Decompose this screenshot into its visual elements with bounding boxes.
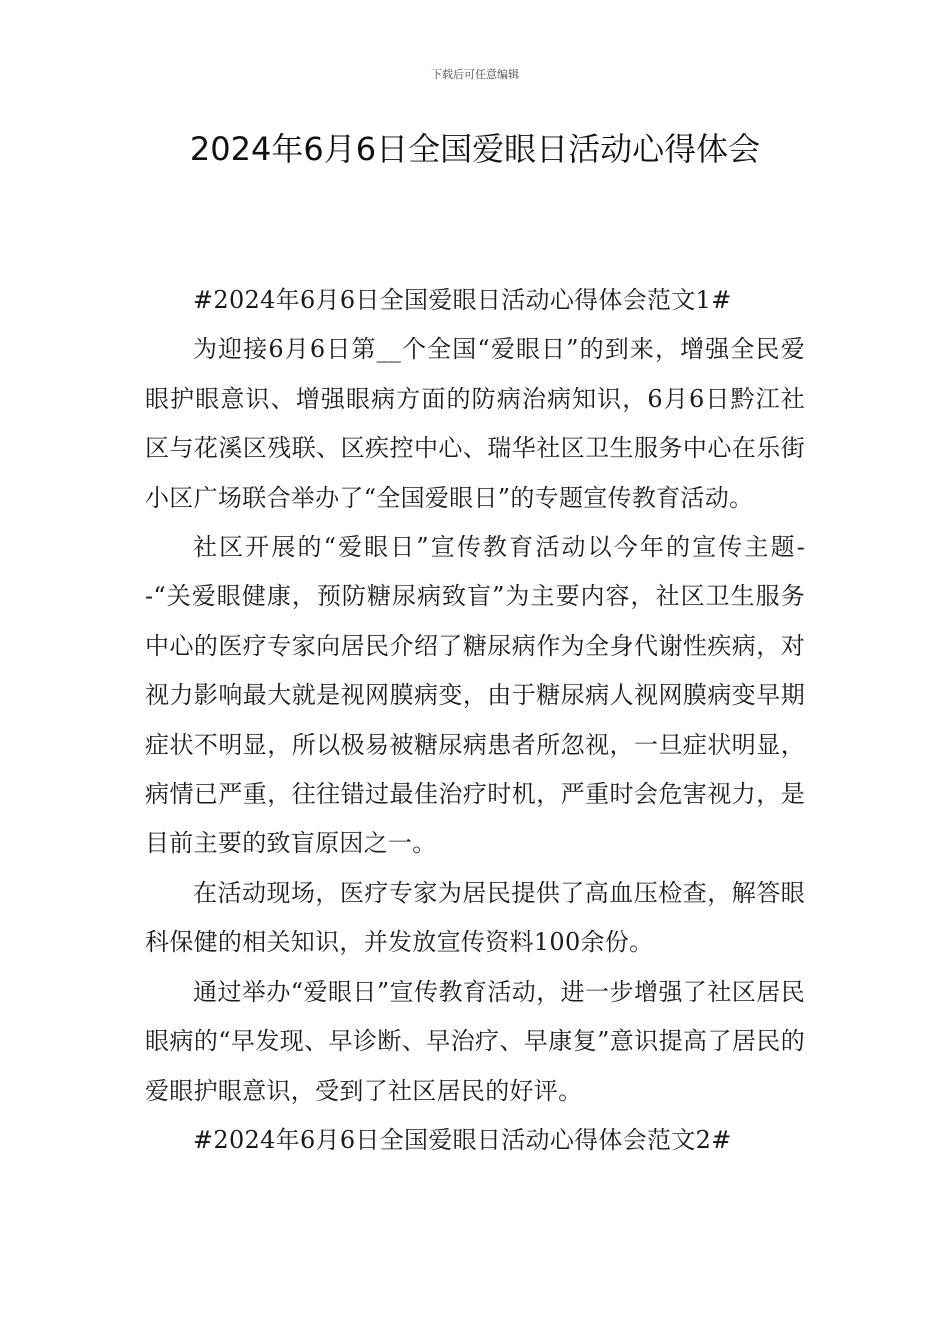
document-body — [145, 276, 805, 1165]
body-paragraph: 通过举办“爱眼日”宣传教育活动，进一步增强了社区居民眼病的“早发现、早诊断、早治疗、早康复”意识提高了居民的爱眼护眼意识，受到了社区居民的好评。 — [145, 977, 805, 1105]
section-heading-2: #2024年6月6日全国爱眼日活动心得体会范文2# — [193, 1125, 732, 1154]
section-heading-1: #2024年6月6日全国爱眼日活动心得体会范文1# — [193, 286, 732, 314]
body-paragraph: 在活动现场，医疗专家为居民提供了高血压检查，解答眼科保健的相关知识，并发放宣传资料100余份。 — [145, 878, 805, 957]
page-header-note: 下载后可任意编辑 — [431, 68, 519, 81]
document-title: 2024年6月6日全国爱眼日活动心得体会 — [189, 130, 761, 168]
body-paragraph: 为迎接6月6日第__个全国“爱眼日”的到来，增强全民爱眼护眼意识、增强眼病方面的防病治病知识，6月6日黔江社区与花溪区残联、区疾控中心、瑞华社区卫生服务中心在乐街小区广场联合举办了“全国爱眼日”的专题宣传教育活动。 — [145, 335, 805, 512]
body-paragraph: 社区开展的“爱眼日”宣传教育活动以今年的宣传主题--“关爱眼健康，预防糖尿病致盲”为主要内容，社区卫生服务中心的医疗专家向居民介绍了糖尿病作为全身代谢性疾病，对视力影响最大就是视网膜病变，由于糖尿病人视网膜病变早期症状不明显，所以极易被糖尿病患者所忽视，一旦症状明显，病情已严重，往往错过最佳治疗时机，严重时会危害视力，是目前主要的致盲原因之一。 — [145, 533, 805, 858]
